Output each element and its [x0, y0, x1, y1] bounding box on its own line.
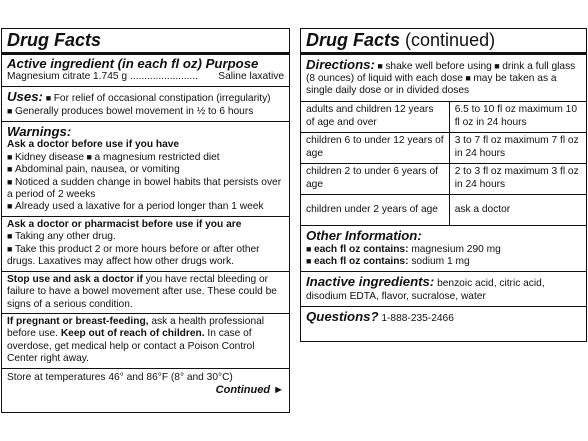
warning-abdominal: Abdominal pain, nausea, or vomiting [14, 164, 180, 176]
directions-item-3: may be taken as a single daily dose or in divided doses [306, 73, 557, 97]
dose-age-cell: adults and children 12 years of age and over [301, 101, 449, 132]
dose-age-cell: children under 2 years of age [301, 194, 449, 225]
table-row [301, 163, 586, 194]
square-bullet-icon: ■ [491, 60, 503, 71]
square-bullet-icon: ■ [7, 176, 15, 187]
storage-section [2, 368, 289, 401]
inactive-ingredients-text: benzoic acid, citric acid, disodium EDTA, flavor, sucralose, water [306, 278, 545, 302]
active-purpose: Saline laxative [218, 70, 284, 82]
list-item [7, 152, 284, 164]
warnings-section [2, 121, 289, 216]
pregnancy-heading: If pregnant or breast-feeding, [7, 315, 149, 327]
list-item [7, 231, 284, 243]
list-item [306, 256, 581, 268]
other-info-label: each fl oz contains: [313, 243, 409, 255]
dose-amount-cell: 2 to 3 fl oz maximum 3 fl oz in 24 hours [449, 163, 586, 194]
warning-laxative-use: Already used a laxative for a period longer than 1 week [14, 201, 264, 213]
pharm-item-1: Taking any other drug. [14, 231, 116, 243]
leader-dots: ........................ [130, 70, 198, 82]
warnings-heading: Warnings: [7, 124, 72, 140]
ask-pharmacist-section [2, 216, 289, 271]
ask-doctor-heading: Ask a doctor before use if you have [7, 139, 180, 151]
continued-label: Continued ► [215, 384, 284, 397]
drug-facts-panel-right [300, 28, 587, 342]
square-bullet-icon: ■ [7, 231, 15, 242]
square-bullet-icon: ■ [7, 164, 15, 175]
uses-item-1: For relief of occasional constipation (irregularity) [53, 93, 271, 105]
dosing-table [301, 101, 586, 226]
uses-section [2, 86, 289, 121]
dose-amount-cell: ask a doctor [449, 194, 586, 225]
dose-age-cell: children 2 to under 6 years of age [301, 163, 449, 194]
active-ingredient-row [7, 71, 284, 83]
questions-heading: Questions? [306, 309, 379, 325]
directions-item-1: shake well before using [385, 60, 492, 72]
active-ingredient-heading: Active ingredient (in each fl oz) [7, 55, 202, 71]
directions-item-2: drink a full glass (8 ounces) of liquid with each dose [306, 60, 576, 85]
square-bullet-icon: ■ [7, 151, 15, 162]
active-heading-row [7, 56, 284, 71]
list-item [7, 177, 284, 202]
warning-bowel-change: Noticed a sudden change in bowel habits that persists over a period of 2 weeks [7, 176, 282, 200]
uses-line-1 [7, 89, 284, 105]
square-bullet-icon: ■ [7, 201, 15, 212]
uses-item-2: Generally produces bowel movement in ½ to 6 hours [14, 105, 254, 117]
questions-phone: 1-888-235-2466 [378, 313, 454, 325]
square-bullet-icon: ■ [306, 256, 314, 267]
dose-age-cell: children 6 to under 12 years of age [301, 132, 449, 163]
square-bullet-icon: ■ [462, 73, 474, 84]
panel-title-right [301, 29, 586, 52]
panel-title-left: Drug Facts [7, 30, 102, 50]
uses-heading: Uses: [7, 89, 43, 105]
other-info-label: each fl oz contains: [313, 256, 409, 268]
table-row [301, 132, 586, 163]
inactive-ingredients-section [301, 271, 586, 306]
keep-out-heading: Keep out of reach of children. [60, 328, 205, 340]
uses-line-2 [7, 106, 284, 118]
active-ingredient-name: Magnesium citrate 1.745 g [7, 70, 128, 82]
stop-use-section [2, 271, 289, 313]
pregnancy-section [2, 313, 289, 368]
dose-amount-cell: 6.5 to 10 fl oz maximum 10 fl oz in 24 hours [449, 101, 586, 132]
warning-magnesium-diet: a magnesium restricted diet [94, 151, 220, 163]
purpose-heading: Purpose [205, 55, 259, 71]
warning-kidney: Kidney disease [14, 151, 85, 163]
panel-title-text: Drug Facts [306, 30, 401, 50]
directions-section [301, 52, 586, 101]
square-bullet-icon: ■ [374, 60, 386, 71]
other-information-heading: Other Information: [306, 228, 422, 244]
stop-use-text: you have rectal bleeding or failure to have a bowel movement after use. These could be signs of a serious condition. [7, 273, 277, 310]
dose-amount-cell: 3 to 7 fl oz maximum 7 fl oz in 24 hours [449, 132, 586, 163]
pregnancy-text: ask a health professional before use. [7, 315, 265, 340]
square-bullet-icon: ■ [306, 243, 314, 254]
inactive-ingredients-heading: Inactive ingredients: [306, 274, 435, 290]
square-bullet-icon: ■ [45, 93, 54, 104]
table-row [301, 194, 586, 225]
list-item [7, 201, 284, 213]
list-item [7, 164, 284, 176]
questions-section [301, 306, 586, 328]
ask-pharmacist-heading: Ask a doctor or pharmacist before use if you are [7, 218, 242, 230]
panel-title-suffix: (continued) [400, 30, 496, 50]
square-bullet-icon: ■ [84, 151, 95, 162]
other-info-value: sodium 1 mg [408, 256, 470, 268]
pharm-item-2: Take this product 2 or more hours before or after other drugs. Laxatives may affect how other drugs work. [7, 243, 260, 268]
other-information-section [301, 225, 586, 271]
table-row [301, 101, 586, 132]
active-ingredient-section [2, 52, 289, 87]
square-bullet-icon: ■ [7, 243, 15, 254]
other-info-value: magnesium 290 mg [408, 243, 501, 255]
drug-facts-panel-left [1, 28, 290, 413]
stop-use-heading: Stop use and ask a doctor if [7, 273, 143, 285]
square-bullet-icon: ■ [7, 105, 15, 116]
storage-text: Store at temperatures 46° and 86°F (8° and 30°C) [7, 371, 233, 383]
list-item [7, 244, 284, 269]
overdose-text: In case of overdose, get medical help or contact a Poison Control Center right away. [7, 328, 255, 365]
directions-heading: Directions: [306, 56, 375, 72]
list-item [306, 244, 581, 256]
